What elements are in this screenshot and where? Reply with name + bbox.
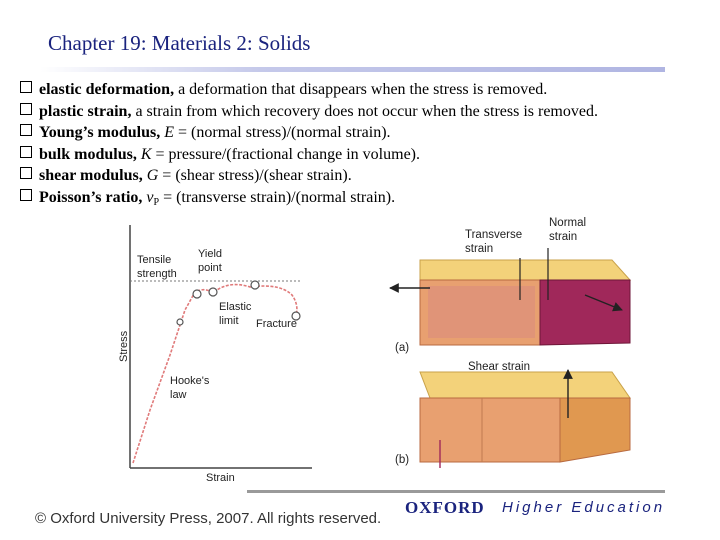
block-b-top — [420, 372, 630, 398]
bullet-definition: a deformation that disappears when the stress is removed. — [174, 81, 548, 98]
bullet-symbol: G — [146, 167, 159, 185]
proportional-point — [177, 319, 183, 325]
bullet-definition: = (transverse strain)/(normal strain). — [159, 188, 396, 206]
bullet-term: Poisson’s ratio, — [39, 188, 143, 206]
stress-strain-diagram — [110, 220, 320, 485]
stress-axis-label: Stress — [118, 330, 130, 362]
bullet-shear-modulus — [20, 165, 598, 187]
yield-point-label: Yield — [198, 248, 223, 260]
bullet-term: bulk modulus, — [39, 145, 137, 163]
bullet-elastic-deformation — [20, 79, 598, 101]
bullet-poissons-ratio — [20, 187, 598, 209]
bullet-term: elastic deformation, — [39, 81, 175, 98]
title-underline — [40, 67, 665, 72]
block-a-stretched-front — [428, 286, 535, 338]
bullet-term: Young’s modulus, — [39, 124, 161, 142]
footer-rule — [247, 490, 665, 493]
elastic-limit-point — [193, 290, 201, 298]
bullet-box-icon — [20, 167, 32, 179]
fracture-label: Fracture — [256, 318, 297, 330]
bullet-box-icon — [20, 146, 32, 158]
hookes-law-label: law — [170, 389, 187, 401]
block-a-top — [420, 260, 630, 280]
bullet-box-icon — [20, 124, 32, 136]
copyright-notice: © Oxford University Press, 2007. All rights reserved. — [35, 510, 382, 527]
bullet-bulk-modulus — [20, 144, 598, 166]
figure-label-a: (a) — [395, 342, 410, 354]
transverse-strain-label: strain — [465, 243, 494, 255]
bullet-definition: a strain from which recovery does not occur when the stress is removed. — [131, 102, 598, 120]
yield-point-label: point — [198, 262, 222, 274]
bullet-box-icon — [20, 81, 32, 93]
tensile-strength-label: Tensile — [137, 254, 172, 266]
bullet-symbol-subscript: P — [153, 196, 160, 208]
bullet-youngs-modulus — [20, 122, 598, 144]
bullet-plastic-strain — [20, 101, 598, 123]
elastic-limit-label: Elastic — [219, 301, 252, 313]
bullet-term: shear modulus, — [39, 167, 143, 185]
strain-illustration — [385, 212, 655, 474]
bullet-definition: = (normal stress)/(normal strain). — [174, 124, 391, 142]
bullet-box-icon — [20, 103, 32, 115]
bullet-definition: = pressure/(fractional change in volume). — [151, 145, 420, 163]
bullet-term: plastic strain, — [39, 102, 132, 120]
bullet-symbol: ν — [146, 188, 154, 206]
strain-axis-label: Strain — [206, 472, 235, 484]
block-b-side — [560, 398, 630, 462]
slide-title: Chapter 19: Materials 2: Solids — [48, 31, 311, 55]
definition-list — [20, 79, 598, 209]
yield-point-marker — [209, 288, 217, 296]
bullet-definition: = (shear stress)/(shear strain). — [158, 167, 352, 185]
transverse-strain-label: Transverse — [465, 229, 523, 241]
block-a-side — [540, 280, 630, 345]
normal-strain-label: Normal — [549, 217, 587, 229]
block-b-front — [420, 398, 560, 462]
tensile-strength-label: strength — [137, 268, 177, 280]
tensile-strength-marker — [251, 281, 259, 289]
bullet-symbol: E — [164, 124, 175, 142]
figure-label-b: (b) — [395, 454, 410, 466]
elastic-limit-label: limit — [219, 315, 239, 327]
normal-strain-label: strain — [549, 231, 578, 243]
stress-strain-curve — [133, 285, 297, 463]
shear-strain-label: Shear strain — [468, 361, 531, 373]
hookes-law-label: Hooke's — [170, 375, 210, 387]
bullet-box-icon — [20, 189, 32, 201]
bullet-symbol: K — [140, 145, 152, 163]
higher-education-logo-text: Higher Education — [502, 499, 666, 516]
oxford-logo-text: OXFORD — [405, 498, 485, 517]
